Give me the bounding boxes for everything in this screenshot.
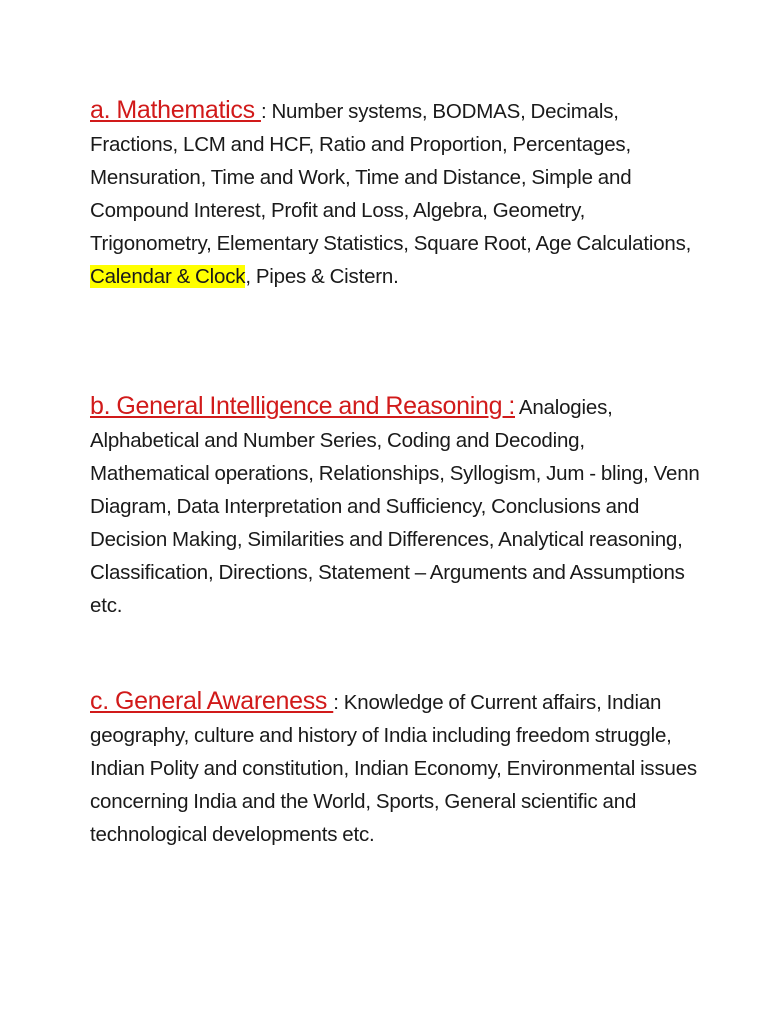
section-mathematics [90, 94, 702, 293]
heading-separator: : [333, 691, 344, 714]
section-heading-general-awareness: c. General Awareness [90, 687, 334, 715]
section-body-reasoning: Analogies, Alphabetical and Number Series, Coding and Decoding, Mathematical operations, Relationships, Syllogism, Jum - bling, Venn Diagram, Data Interpretation and Sufficiency, Conclusions and Decision Making, Similarities and Differences, Analytical reasoning, Classification, Directions, Statement – Arguments and Assumptions etc. [90, 396, 700, 617]
section-heading-mathematics: a. Mathematics [90, 96, 261, 124]
section-body-mathematics: Number systems, BODMAS, Decimals, Fractions, LCM and HCF, Ratio and Proportion, Percentages, Mensuration, Time and Work, Time and Distance, Simple and Compound Interest, Profit and Loss, Algebra, Geometry, Trigonometry, Elementary Statistics, Square Root, Age Calculations, [90, 100, 692, 255]
section-heading-reasoning: b. General Intelligence and Reasoning : [90, 392, 515, 420]
section-body-general-awareness: Knowledge of Current affairs, Indian geography, culture and history of India including freedom struggle, Indian Polity and constitution, Indian Economy, Environmental issues concerning India and the World, Sports, General scientific and technological developments etc. [90, 691, 697, 846]
section-body-mathematics-end: , Pipes & Cistern. [245, 265, 399, 288]
section-general-awareness [90, 685, 702, 851]
heading-separator: : [260, 100, 272, 123]
highlighted-topic: Calendar & Clock [90, 265, 246, 288]
section-reasoning [90, 390, 702, 622]
